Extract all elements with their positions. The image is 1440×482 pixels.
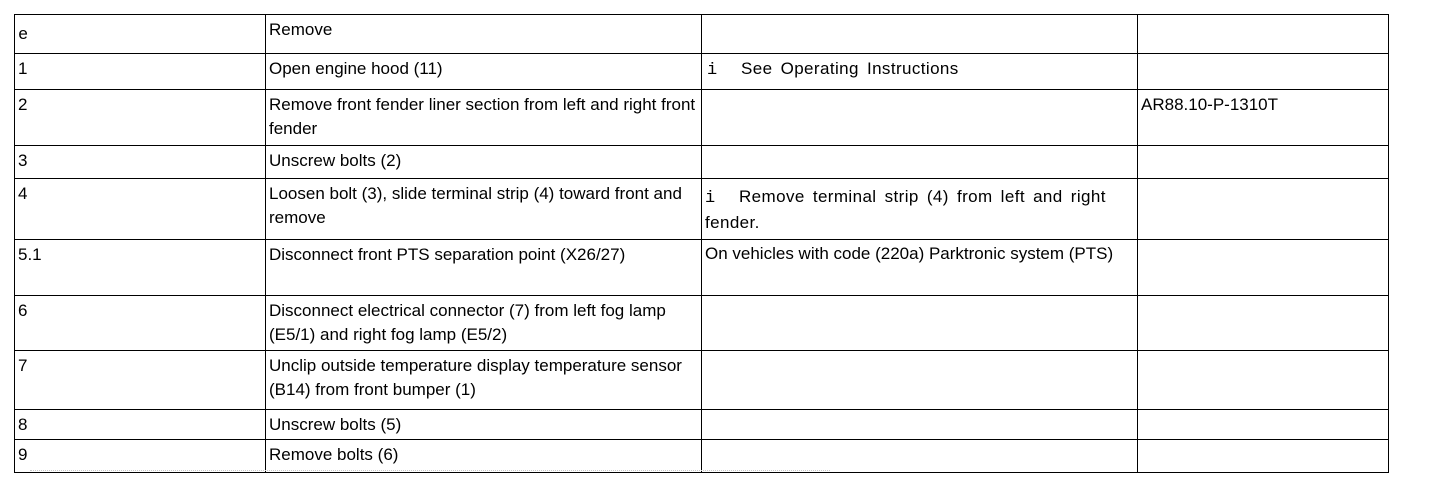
note-cell: [702, 15, 1138, 54]
reference-cell: [1138, 240, 1389, 296]
action-heading: Remove: [269, 20, 333, 39]
reference-cell: [1138, 410, 1389, 440]
info-icon: i: [707, 61, 718, 80]
reference-cell: [1138, 440, 1389, 473]
step-cell: [15, 15, 266, 54]
note-cell: [702, 351, 1138, 410]
reference-cell: [1138, 54, 1389, 90]
note-cell: [702, 90, 1138, 146]
action-cell: [266, 15, 702, 54]
table-row: [15, 296, 1389, 351]
reference-cell: [1138, 296, 1389, 351]
table-row: [15, 440, 1389, 473]
step-cell: 9: [15, 440, 266, 473]
note-cell: [702, 296, 1138, 351]
step-cell: 1: [15, 54, 266, 90]
reference-link[interactable]: AR88.10-P-1310T: [1141, 95, 1279, 114]
note-cell: On vehicles with code (220a) Parktronic system (PTS): [702, 240, 1138, 296]
reference-cell: [1138, 351, 1389, 410]
table-row: [15, 146, 1389, 179]
action-cell: Open engine hood (11): [266, 54, 702, 90]
reference-cell: [1138, 179, 1389, 240]
info-icon: i: [705, 189, 716, 208]
note-cell: i Remove terminal strip (4) from left and right fender.: [702, 179, 1138, 240]
action-cell: Disconnect front PTS separation point (X26/27): [266, 240, 702, 296]
step-cell: 6: [15, 296, 266, 351]
note-cell: [702, 410, 1138, 440]
action-cell: Unclip outside temperature display temperature sensor (B14) from front bumper (1): [266, 351, 702, 410]
note-cell: i See Operating Instructions: [702, 54, 1138, 90]
step-cell: 3: [15, 146, 266, 179]
note-cell: [702, 440, 1138, 473]
table-row: [15, 240, 1389, 296]
step-cell: 5.1: [15, 240, 266, 296]
reference-cell: [1138, 90, 1389, 146]
action-cell: Disconnect electrical connector (7) from left fog lamp (E5/1) and right fog lamp (E5/2): [266, 296, 702, 351]
action-cell: Remove bolts (6): [266, 440, 702, 473]
table-row: [15, 351, 1389, 410]
action-cell: Unscrew bolts (2): [266, 146, 702, 179]
page-footer-divider: [30, 470, 830, 472]
step-cell: 4: [15, 179, 266, 240]
step-cell: 8: [15, 410, 266, 440]
reference-cell: [1138, 15, 1389, 54]
action-cell: Remove front fender liner section from left and right front fender: [266, 90, 702, 146]
table-header-row: [15, 15, 1389, 54]
table-row: [15, 410, 1389, 440]
table-row: [15, 54, 1389, 90]
procedure-table: [14, 14, 1389, 473]
step-mark: e: [18, 26, 29, 45]
step-cell: 2: [15, 90, 266, 146]
step-cell: 7: [15, 351, 266, 410]
action-cell: Loosen bolt (3), slide terminal strip (4) toward front and remove: [266, 179, 702, 240]
table-row: [15, 179, 1389, 240]
note-cell: [702, 146, 1138, 179]
table-row: [15, 90, 1389, 146]
action-cell: Unscrew bolts (5): [266, 410, 702, 440]
reference-cell: [1138, 146, 1389, 179]
